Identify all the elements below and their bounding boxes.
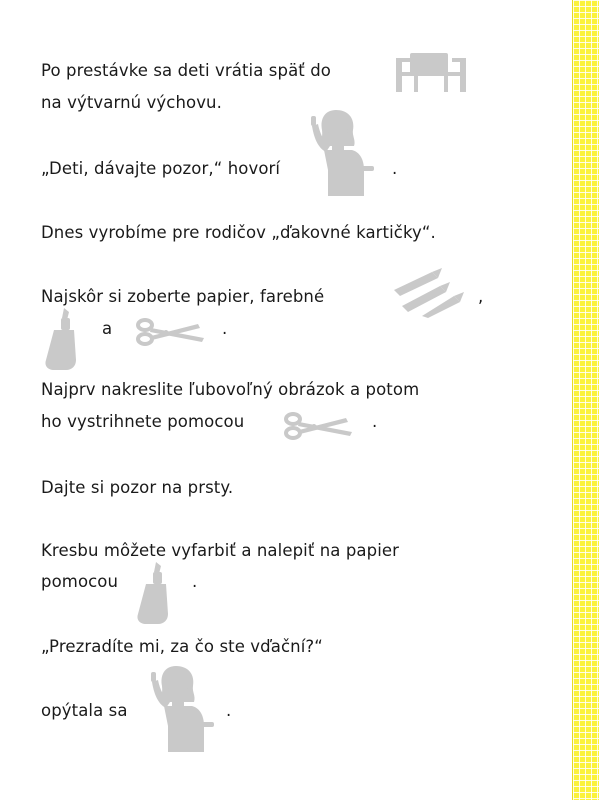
period: . [222, 319, 228, 338]
story-line-9: Dajte si pozor na prsty. [41, 478, 234, 497]
classroom-desk-icon [396, 50, 466, 92]
story-line-7: Najprv nakreslite ľubovoľný obrázok a potom [41, 380, 420, 399]
period: . [372, 412, 378, 431]
comma: , [478, 287, 484, 306]
teacher-icon [150, 664, 222, 752]
story-line-6: a [102, 319, 113, 338]
period: . [392, 159, 398, 178]
glue-icon [44, 308, 78, 370]
story-line-11: pomocou [41, 572, 119, 591]
teacher-icon [310, 108, 382, 196]
story-line-13: opýtala sa [41, 701, 128, 720]
story-line-5: Najskôr si zoberte papier, farebné [41, 287, 325, 306]
story-line-4: Dnes vyrobíme pre rodičov „ďakovné kartičky“. [41, 223, 436, 242]
story-line-8: ho vystrihnete pomocou [41, 412, 245, 431]
crayons-icon [392, 268, 464, 318]
yellow-grid-stripe [572, 0, 599, 800]
story-line-12: „Prezradíte mi, za čo ste vďační?“ [41, 637, 323, 656]
scissors-icon [284, 412, 354, 440]
glue-icon [136, 562, 170, 624]
period: . [192, 572, 198, 591]
story-line-10: Kresbu môžete vyfarbiť a nalepiť na papier [41, 541, 400, 560]
period: . [226, 701, 232, 720]
story-line-1: Po prestávke sa deti vrátia späť do [41, 61, 331, 80]
scissors-icon [136, 318, 206, 346]
story-line-3: „Deti, dávajte pozor,“ hovorí [41, 159, 281, 178]
story-line-2: na výtvarnú výchovu. [41, 93, 222, 112]
